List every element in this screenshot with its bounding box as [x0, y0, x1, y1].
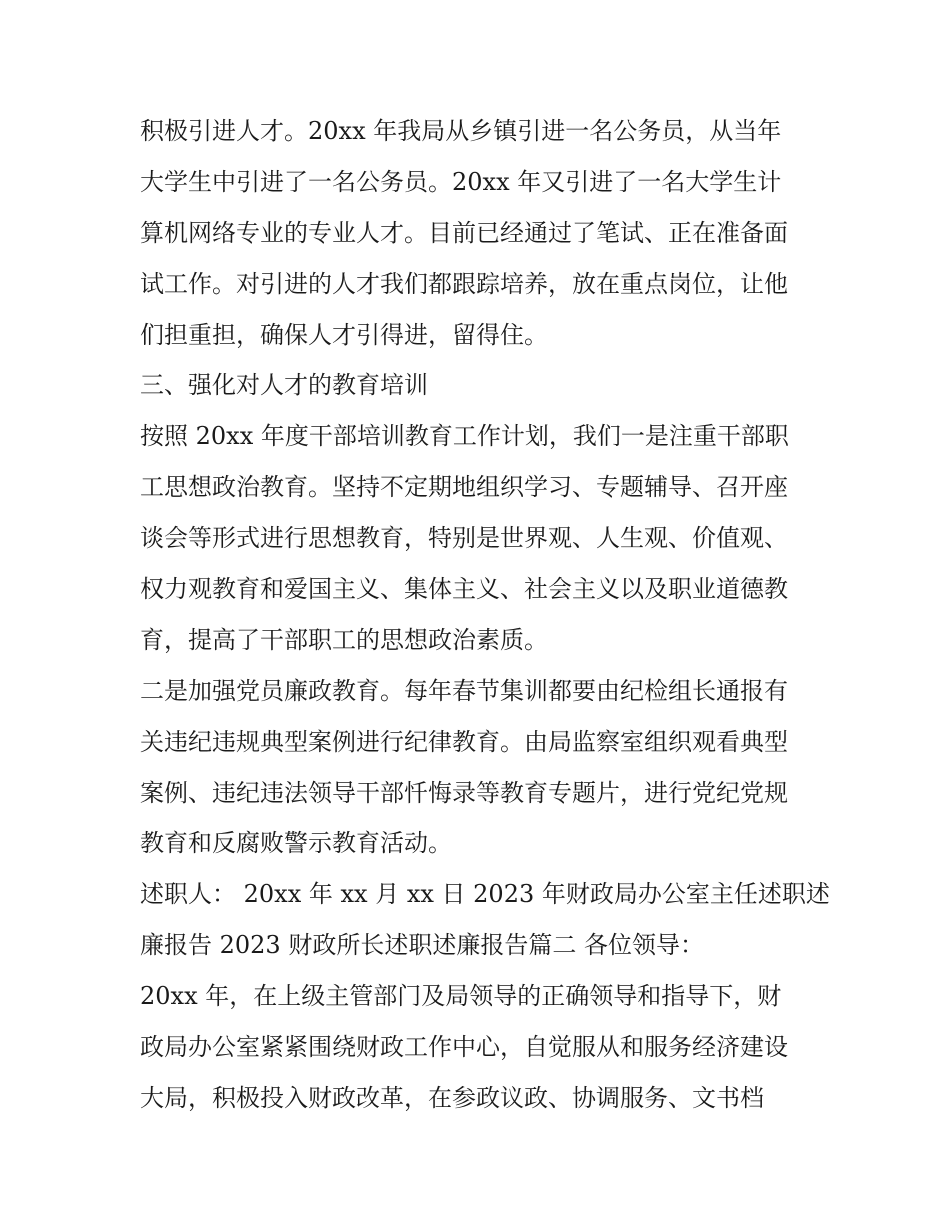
text-line: 试工作。对引进的人才我们都跟踪培养，放在重点岗位，让他	[140, 269, 788, 298]
text-line: 大局，积极投入财政改革，在参政议政、协调服务、文书档	[140, 1083, 764, 1112]
text-line: 算机网络专业的专业人才。目前已经通过了笔试、正在准备面	[140, 218, 788, 247]
text-line: 关违纪违规典型案例进行纪律教育。由局监察室组织观看典型	[140, 727, 788, 756]
text-line: 二是加强党员廉政教育。每年春节集训都要由纪检组长通报有	[140, 676, 788, 705]
text-line: 廉报告 2023 财政所长述职述廉报告篇二 各位领导：	[140, 931, 704, 960]
text-line: 案例、违纪违法领导干部忏悔录等教育专题片，进行党纪党规	[140, 778, 788, 807]
text-line: 们担重担，确保人才引得进，留得住。	[140, 320, 548, 349]
text-line: 按照 20xx 年度干部培训教育工作计划，我们一是注重干部职	[140, 422, 789, 451]
section-heading: 三、强化对人才的教育培训	[140, 371, 428, 400]
document-body	[140, 106, 830, 1124]
text-line: 谈会等形式进行思想教育，特别是世界观、人生观、价值观、	[140, 524, 788, 553]
text-line: 述职人： 20xx 年 xx 月 xx 日 2023 年财政局办公室主任述职述	[140, 880, 830, 909]
text-line: 教育和反腐败警示教育活动。	[140, 829, 452, 858]
text-line: 20xx 年，在上级主管部门及局领导的正确领导和指导下，财	[140, 982, 782, 1011]
text-line: 积极引进人才。20xx 年我局从乡镇引进一名公务员，从当年	[140, 117, 782, 145]
text-line: 权力观教育和爱国主义、集体主义、社会主义以及职业道德教	[140, 575, 788, 604]
text-line: 育，提高了干部职工的思想政治素质。	[140, 625, 548, 654]
text-line: 政局办公室紧紧围绕财政工作中心，自觉服从和服务经济建设	[140, 1033, 788, 1062]
text-line: 大学生中引进了一名公务员。20xx 年又引进了一名大学生计	[140, 167, 782, 196]
text-line: 工思想政治教育。坚持不定期地组织学习、专题辅导、召开座	[140, 473, 788, 502]
